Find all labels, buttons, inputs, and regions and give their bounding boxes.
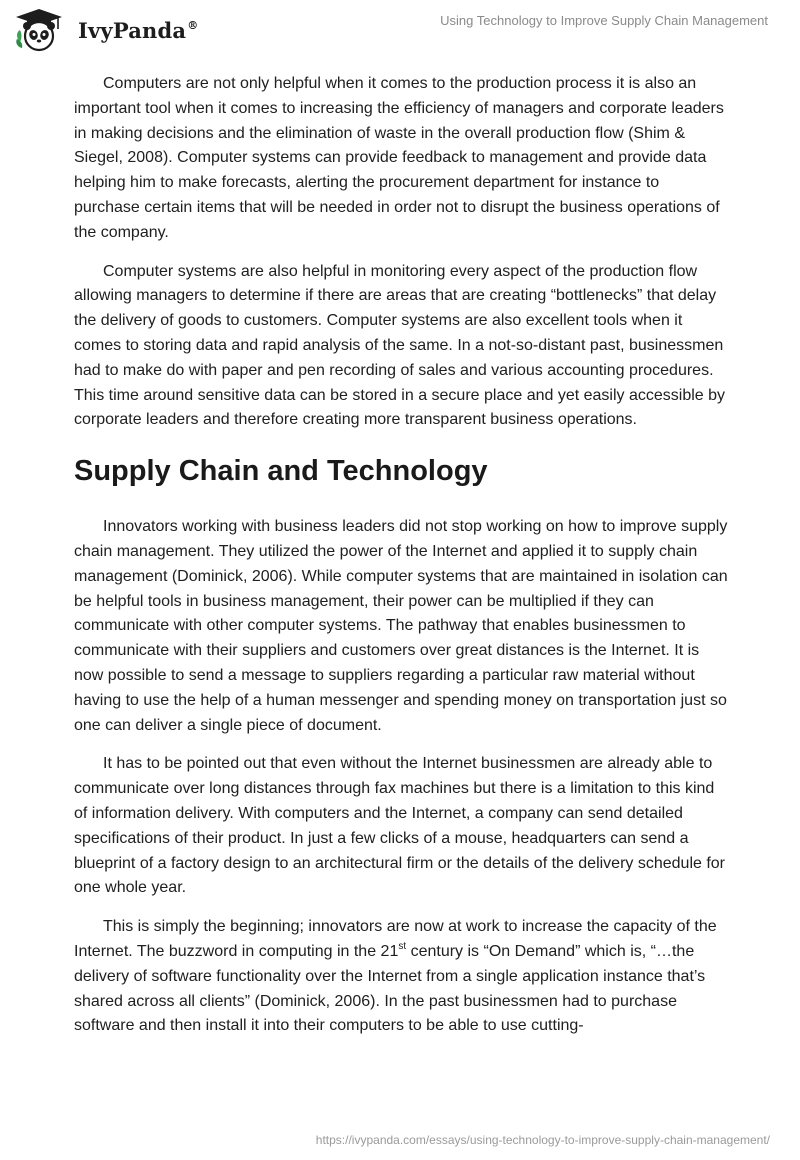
paragraph-3: Innovators working with business leaders did not stop working on how to improve supply chain management. They utilized the power of the Internet and applied it to supply chain management (Dominick, 2006). While computer systems that are maintained in isolation can be helpful tools in business management, their power can be multiplied if they can communicate with other computer systems. The pathway that enables businessmen to communicate with their suppliers and customers over great distances is the Internet. It is now possible to send a message to suppliers regarding a particular raw material without having to use the help of a human messenger and spending money on transportation just so one can deliver a single piece of document. — [74, 518, 728, 734]
paragraph-1: Computers are not only helpful when it comes to the production process it is also an important tool when it comes to increasing the efficiency of managers and corporate leaders in making decisions and the elimination of waste in the overall production flow (Shim & Siegel, 2008). Computer systems can provide feedback to management and provide data helping him to make forecasts, alerting the procurement department for instance to purchase certain items that will be needed in order not to disrupt the business operations of the company. — [74, 75, 724, 241]
paragraph-5-part-b: century is “On Demand” which is, “…the delivery of software functionality over the Internet from a single application instance that’s shared across all clients” (Dominick, 2006). In the past businessmen had to purchase software and then install it into their computers to be able to use cutting- — [74, 942, 706, 1035]
paragraph-5 — [74, 915, 728, 1039]
page-header — [0, 0, 800, 60]
brand-text: IvyPanda — [78, 18, 187, 43]
paragraph-5-part-a: This is simply the beginning; innovators are now at work to increase the capacity of the Internet. The buzzword in computing in the 21 — [74, 918, 717, 960]
document-title: Using Technology to Improve Supply Chain Management — [440, 13, 768, 28]
section-heading: Supply Chain and Technology — [74, 455, 488, 488]
ivypanda-logo[interactable] — [14, 8, 214, 52]
source-url-link[interactable]: https://ivypanda.com/essays/using-technology-to-improve-supply-chain-management/ — [315, 1133, 770, 1147]
paragraph-4: It has to be pointed out that even without the Internet businessmen are already able to communicate over long distances through fax machines but there is a limitation to this kind of information delivery. With computers and the Internet, a company can send detailed specifications of their product. In just a few clicks of a mouse, headquarters can send a blueprint of a factory design to an architectural firm or the details of the delivery schedule for one whole year. — [74, 755, 726, 897]
essay-body — [74, 72, 728, 1053]
panda-graduate-icon — [14, 8, 64, 52]
ordinal-superscript: st — [398, 940, 407, 952]
registered-mark: ® — [187, 19, 199, 32]
brand-name — [78, 18, 198, 43]
paragraph-2: Computer systems are also helpful in monitoring every aspect of the production flow allowing managers to determine if there are areas that are creating “bottlenecks” that delay the delivery of goods to customers. Computer systems are also excellent tools when it comes to storing data and rapid analysis of the same. In a not-so-distant past, businessmen had to make do with paper and pen recording of sales and various accounting procedures. This time around sensitive data can be stored in a secure place and yet easily accessible by corporate leaders and therefore creating more transparent business operations. — [74, 262, 726, 429]
